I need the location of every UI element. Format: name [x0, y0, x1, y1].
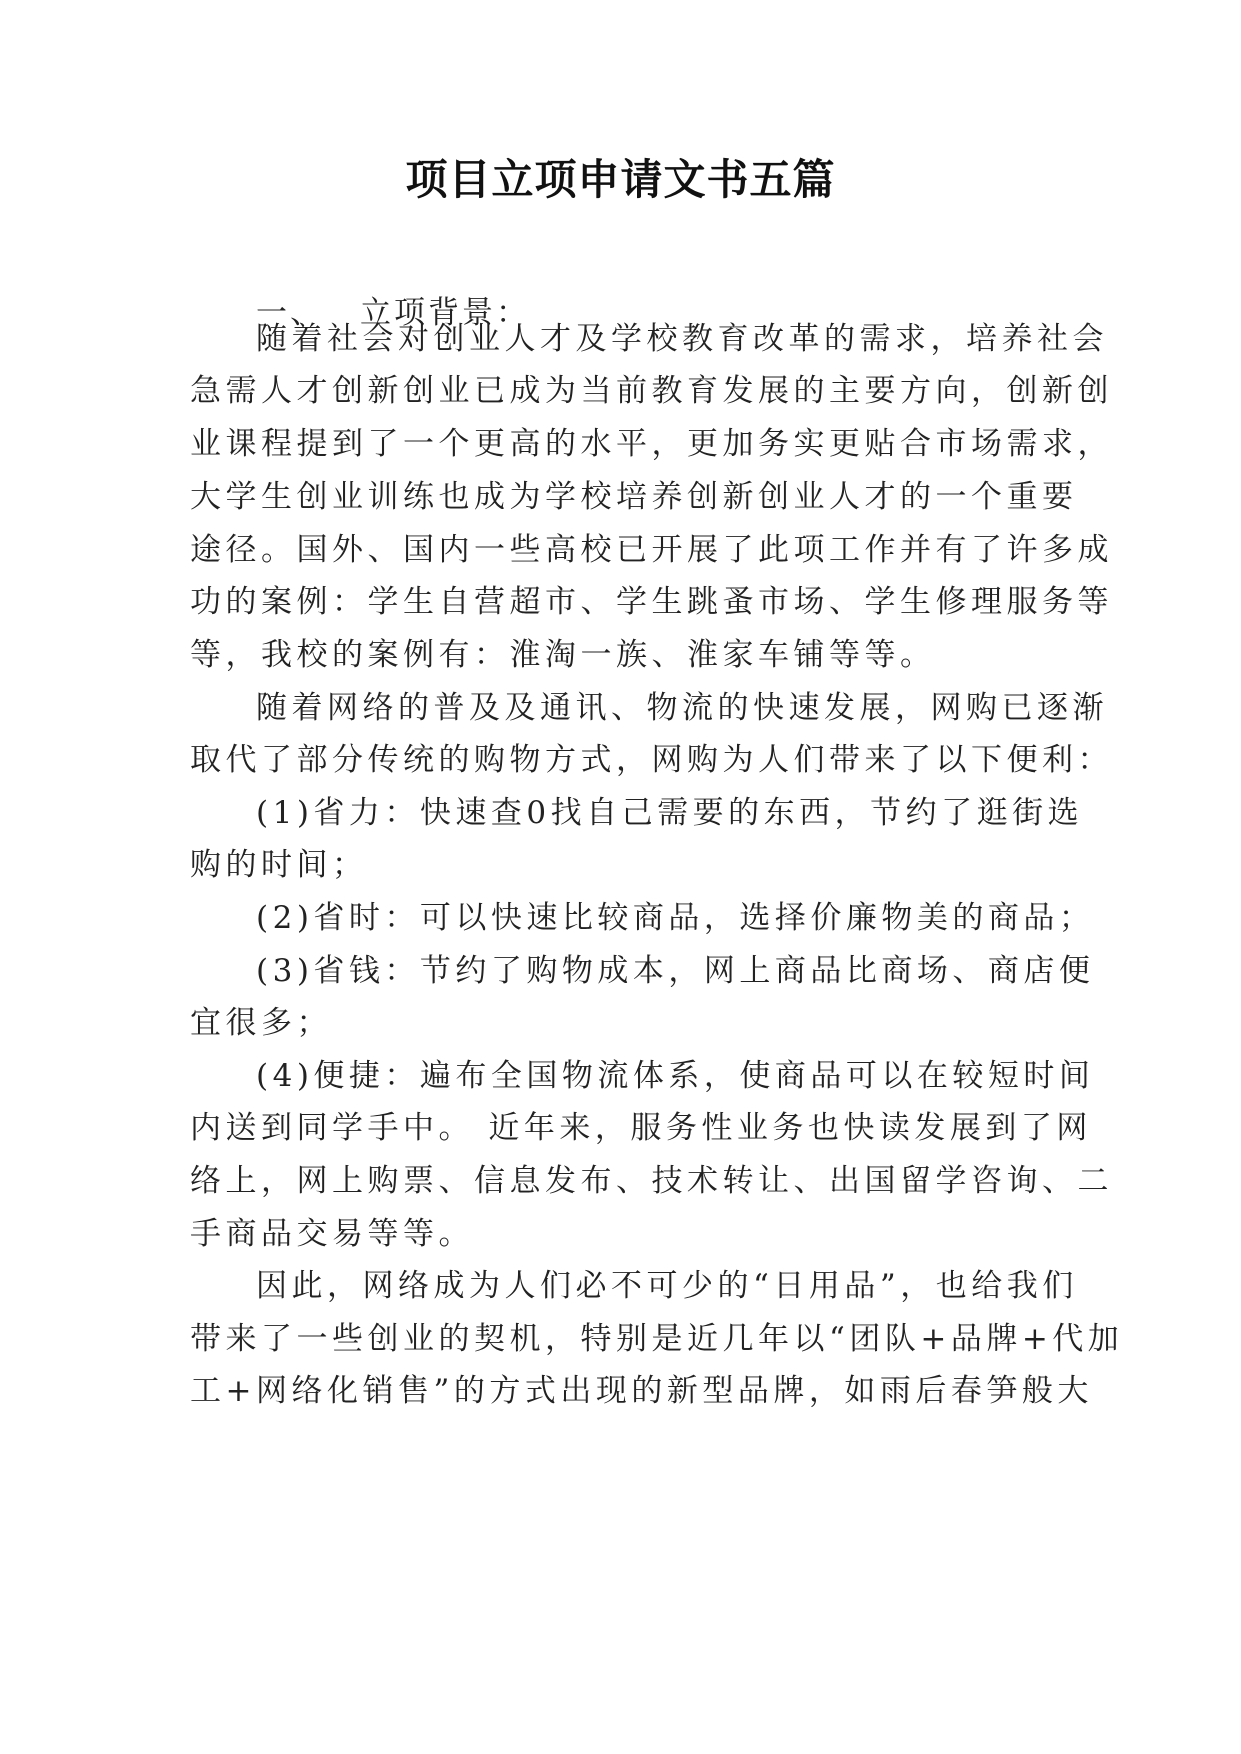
list-item-line: 购的时间；	[190, 847, 368, 883]
list-item-line: (3)省钱：节约了购物成本，网上商品比商场、商店便	[256, 953, 1095, 989]
paragraph-line: 等，我校的案例有：淮淘一族、淮家车铺等等。	[190, 637, 936, 673]
list-item-line: 宜很多；	[190, 1005, 332, 1041]
paragraph-line: 业课程提到了一个更高的水平，更加务实更贴合市场需求，	[190, 426, 1113, 462]
paragraph-line: 随着社会对创业人才及学校教育改革的需求，培养社会	[256, 321, 1108, 357]
paragraph-line: 因此，网络成为人们必不可少的“日用品”，也给我们	[256, 1268, 1078, 1304]
section-heading-text: 立项背景：	[360, 295, 530, 331]
paragraph-line: 络上，网上购票、信息发布、技术转让、出国留学咨询、二	[190, 1163, 1113, 1199]
paragraph-line: 大学生创业训练也成为学校培养创新创业人才的一个重要	[190, 479, 1078, 515]
section-number: 一、	[256, 295, 324, 331]
paragraph-line: 取代了部分传统的购物方式，网购为人们带来了以下便利：	[190, 742, 1113, 778]
paragraph-line: 手商品交易等等。	[190, 1216, 474, 1252]
list-item-line: (2)省时：可以快速比较商品，选择价廉物美的商品；	[256, 900, 1095, 936]
paragraph-line: 带来了一些创业的契机，特别是近几年以“团队+品牌+代加	[190, 1321, 1124, 1357]
list-item-line: (4)便捷：遍布全国物流体系，使商品可以在较短时间	[256, 1058, 1095, 1094]
paragraph-line: 内送到同学手中。 近年来，服务性业务也快读发展到了网	[190, 1110, 1092, 1146]
document-title: 项目立项申请文书五篇	[405, 155, 836, 204]
paragraph-line: 急需人才创新创业已成为当前教育发展的主要方向，创新创	[190, 373, 1113, 409]
paragraph-line: 途径。国外、国内一些高校已开展了此项工作并有了许多成	[190, 532, 1113, 568]
paragraph-line: 工+网络化销售”的方式出现的新型品牌，如雨后春笋般大	[190, 1373, 1093, 1409]
paragraph-line: 随着网络的普及及通讯、物流的快速发展，网购已逐渐	[256, 690, 1108, 726]
list-item-line: (1)省力：快速查0找自己需要的东西，节约了逛街选	[256, 795, 1084, 831]
paragraph-line: 功的案例：学生自营超市、学生跳蚤市场、学生修理服务等	[190, 584, 1113, 620]
